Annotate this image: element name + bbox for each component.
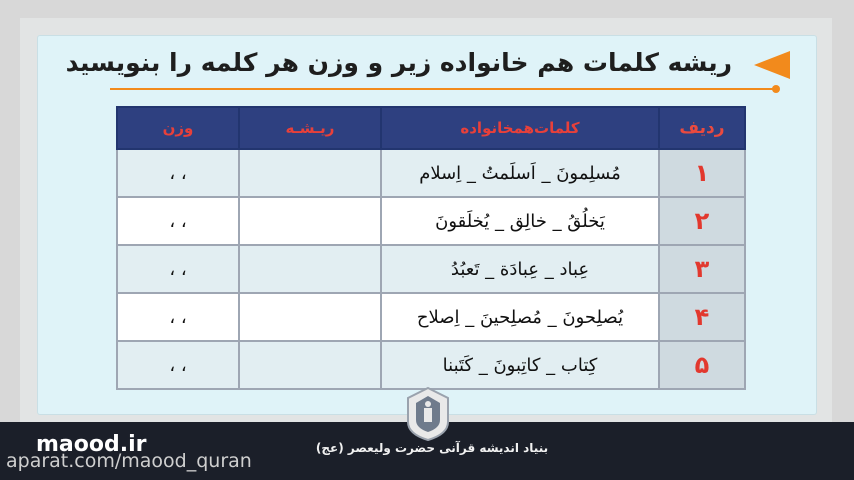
row-words: عِباد _ عِبادَة _ تَعبُدُ bbox=[381, 245, 659, 293]
row-wazn: ، ، bbox=[117, 149, 239, 197]
title-row bbox=[65, 44, 780, 92]
table-row bbox=[117, 197, 745, 245]
row-number: ۱ bbox=[659, 149, 745, 197]
row-words: یُصلِحونَ _ مُصلِحینَ _ اِصلاح bbox=[381, 293, 659, 341]
row-root bbox=[239, 293, 381, 341]
row-wazn: ، ، bbox=[117, 245, 239, 293]
row-root bbox=[239, 149, 381, 197]
row-root bbox=[239, 341, 381, 389]
row-number: ۵ bbox=[659, 341, 745, 389]
title-underline bbox=[110, 88, 774, 90]
title-dot bbox=[772, 85, 780, 93]
row-words: کِتاب _ کاتِبونَ _ کَتَبنا bbox=[381, 341, 659, 389]
words-table bbox=[116, 106, 746, 390]
row-wazn: ، ، bbox=[117, 197, 239, 245]
foundation-logo-icon bbox=[404, 386, 452, 442]
table-row bbox=[117, 341, 745, 389]
table-header-row bbox=[117, 107, 745, 149]
row-root bbox=[239, 245, 381, 293]
row-number: ۳ bbox=[659, 245, 745, 293]
row-number: ۴ bbox=[659, 293, 745, 341]
row-words: یَخلُقُ _ خالِق _ یُخلَقونَ bbox=[381, 197, 659, 245]
row-words: مُسلِمونَ _ اَسلَمتُ _ اِسلام bbox=[381, 149, 659, 197]
header-root: ریـشـه bbox=[239, 107, 381, 149]
slide-title: ریشه کلمات هم خانواده زیر و وزن هر کلمه را بنویسید bbox=[65, 48, 732, 77]
table-row bbox=[117, 293, 745, 341]
table-row bbox=[117, 245, 745, 293]
row-wazn: ، ، bbox=[117, 341, 239, 389]
table-row bbox=[117, 149, 745, 197]
watermark-channel: aparat.com/maood_quran bbox=[6, 450, 252, 472]
foundation-name: بنیاد اندیشه قرآنی حضرت ولیعصر (عج) bbox=[315, 441, 549, 455]
row-root bbox=[239, 197, 381, 245]
row-number: ۲ bbox=[659, 197, 745, 245]
header-words: کلمات‌همخانواده bbox=[381, 107, 659, 149]
row-wazn: ، ، bbox=[117, 293, 239, 341]
watermark-site: maood.ir bbox=[36, 432, 147, 457]
orange-arrow-icon bbox=[754, 51, 790, 79]
header-radif: ردیف bbox=[659, 107, 745, 149]
header-wazn: وزن bbox=[117, 107, 239, 149]
